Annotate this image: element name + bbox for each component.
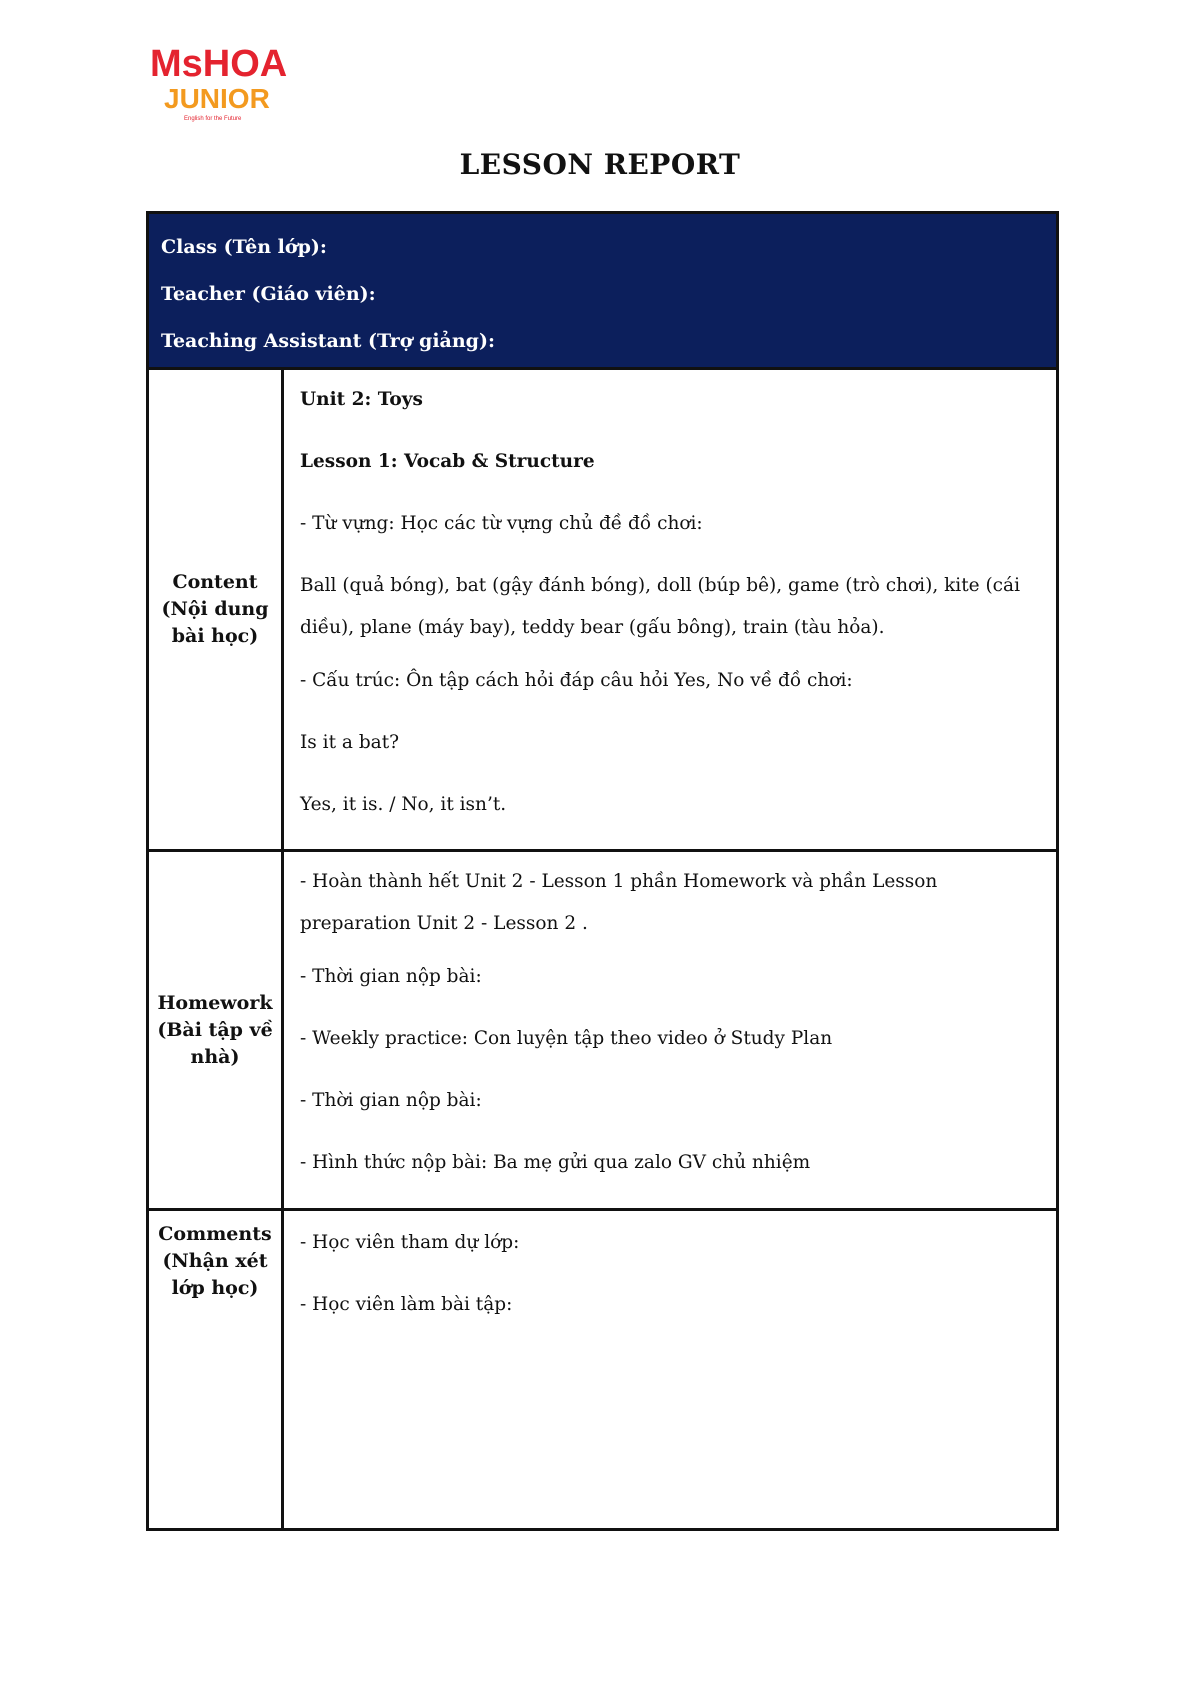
attendance-comment: - Học viên tham dự lớp: xyxy=(300,1232,520,1253)
lesson-title: Lesson 1: Vocab & Structure xyxy=(300,451,595,472)
assistant-label: Teaching Assistant (Trợ giảng): xyxy=(161,330,495,352)
logo-text-junior: JUNIOR xyxy=(164,83,270,114)
page-title: LESSON REPORT xyxy=(459,148,741,181)
logo-tagline: English for the Future xyxy=(184,116,242,122)
logo-text-mshoa: MsHOA xyxy=(150,43,288,85)
class-label: Class (Tên lớp): xyxy=(161,236,327,258)
content-label: Content (Nội dung bài học) xyxy=(149,370,284,849)
lesson-report-table xyxy=(146,211,1059,1531)
homework-task: - Hoàn thành hết Unit 2 - Lesson 1 phần Homework và phần Lesson preparation Unit 2 - Lesson 2 . xyxy=(300,871,938,934)
vocab-intro: - Từ vựng: Học các từ vựng chủ đề đồ chơi: xyxy=(300,513,703,534)
brand-logo xyxy=(150,42,310,122)
homework-body xyxy=(284,852,1056,1208)
teacher-label: Teacher (Giáo viên): xyxy=(161,283,376,305)
comments-label: Comments (Nhận xét lớp học) xyxy=(149,1211,284,1528)
homework-comment: - Học viên làm bài tập: xyxy=(300,1294,513,1315)
structure-intro: - Cấu trúc: Ôn tập cách hỏi đáp câu hỏi Yes, No về đồ chơi: xyxy=(300,670,853,691)
unit-title: Unit 2: Toys xyxy=(300,389,423,410)
homework-deadline-2: - Thời gian nộp bài: xyxy=(300,1090,482,1111)
report-header xyxy=(149,214,1056,370)
content-row xyxy=(149,370,1056,852)
comments-row xyxy=(149,1211,1056,1528)
weekly-practice: - Weekly practice: Con luyện tập theo video ở Study Plan xyxy=(300,1028,833,1049)
homework-label: Homework (Bài tập về nhà) xyxy=(149,852,284,1208)
vocab-list: Ball (quả bóng), bat (gậy đánh bóng), doll (búp bê), game (trò chơi), kite (cái diều), plane (máy bay), teddy bear (gấu bông), train (tàu hỏa). xyxy=(300,575,1020,638)
homework-row xyxy=(149,852,1056,1211)
example-answer: Yes, it is. / No, it isn’t. xyxy=(300,794,507,815)
example-question: Is it a bat? xyxy=(300,732,400,753)
comments-body xyxy=(284,1211,1056,1528)
content-body xyxy=(284,370,1056,849)
submission-method: - Hình thức nộp bài: Ba mẹ gửi qua zalo GV chủ nhiệm xyxy=(300,1152,811,1173)
homework-deadline-1: - Thời gian nộp bài: xyxy=(300,966,482,987)
